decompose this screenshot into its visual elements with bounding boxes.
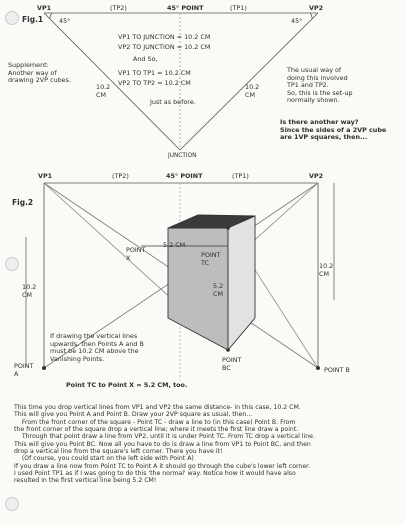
fig2-right-measure: 10.2 CM	[319, 262, 334, 278]
fig2-left-note: If drawing the vertical lines upwards, then Points A and B must be 10.2 CM above the Vanishing Points.	[50, 332, 144, 363]
paragraph-line: I used Point TP1 as if I was going to do this 'the normal' way. Notice how it would have also	[14, 470, 296, 478]
fig2-point-tc-note: Point TC to Point X = 5.2 CM, too.	[66, 381, 188, 389]
fig2-label: Fig.2	[12, 198, 34, 207]
paragraph-line: resulted in the first vertical line being 5.2 CM!	[14, 477, 157, 485]
point-b-marker	[316, 366, 320, 370]
paragraph-line: This will give you Point BC. Now all you have to do is draw a line from VP1 to Point BC, and then	[14, 440, 311, 448]
fig1-junction: JUNCTION	[168, 153, 197, 159]
fig2-mid-measure: 5.2 CM	[213, 282, 224, 298]
paragraph-line: This will give you Point A and Point B. Draw your 2VP square as usual, then...	[14, 411, 253, 419]
fig2-tp1: (TP1)	[232, 172, 249, 180]
point-a-marker	[42, 366, 46, 370]
fig1-angle-right: 45°	[291, 17, 303, 25]
fig2-45-point: 45° POINT	[166, 172, 203, 180]
instructions-paragraph	[14, 404, 400, 485]
fig2-left-measure: 10.2 CM	[22, 283, 37, 299]
supplement-note: Supplement: Another way of drawing 2VP cubes.	[8, 61, 71, 84]
fig1-angle-left: 45°	[59, 17, 71, 25]
fig1-just-as: Just as before.	[150, 98, 196, 106]
fig1-label: Fig.1	[22, 15, 44, 24]
fig2-point-x: POINT X	[126, 246, 146, 262]
fig2-vp2: VP2	[309, 172, 324, 180]
paragraph-line: From the front corner of the square - Point TC - draw a line to (in this case) Point B. From	[14, 418, 296, 426]
paragraph-line: the front corner of the square drop a vertical line; where it meets the first line draw a point.	[14, 426, 299, 434]
fig2-point-tc: POINT TC	[201, 251, 221, 267]
paragraph-line: Through that point draw a line from VP2, until it is under Point TC. From TC drop a vertical line.	[14, 433, 315, 441]
fig2-point-bc: POINT BC	[222, 356, 242, 372]
paragraph-line: (Of course, you could start on the left side with Point A)	[14, 455, 194, 463]
fig2-point-b: POINT B	[324, 366, 350, 374]
paragraph-line: drop a vertical line from the square's left corner. There you have it!	[14, 448, 223, 456]
question-note: Is there another way? Since the sides of a 2VP cube are 1VP squares, then...	[280, 118, 387, 142]
cube-right-face	[228, 216, 255, 350]
fig2-dist: 5.2 CM	[163, 241, 186, 249]
paragraph-line: If you draw a line now from Point TC to Point A it should go through the cube's lower left corner.	[14, 462, 311, 470]
point-tc-marker	[226, 226, 230, 230]
fig1-tp2: (TP2)	[110, 4, 127, 12]
fig1-45-point: 45° POINT	[167, 4, 204, 12]
fig1-vp2: VP2	[309, 4, 324, 12]
fig2-point-a: POINT A	[14, 362, 34, 378]
fig1-eq4: VP2 TO TP2 = 10.2 CM	[118, 79, 191, 87]
fig1-tp1: (TP1)	[230, 4, 247, 12]
fig1-measure-left: 10.2 CM	[96, 83, 111, 99]
fig1-eq2: VP2 TO JUNCTION = 10.2 CM	[118, 43, 211, 51]
fig1-right-angle-arc	[310, 13, 312, 19]
fig1-measure-right: 10.2 CM	[245, 83, 260, 99]
fig1-eq3: VP1 TO TP1 = 10.2 CM	[118, 69, 191, 77]
usual-way-note: The usual way of doing this involved TP1 and TP2. So, this is the set-up normally shown.	[287, 66, 353, 104]
fig1-left-angle-arc	[50, 13, 52, 19]
fig2-vp1: VP1	[38, 172, 53, 180]
paragraph-line: This time you drop vertical lines from VP1 and VP2 the same distance- in this case, 10.2 CM.	[14, 404, 301, 411]
fig1-eq1: VP1 TO JUNCTION = 10.2 CM	[118, 33, 211, 41]
fig1-vp1: VP1	[37, 4, 52, 12]
fig1-and-so: And So,	[133, 55, 158, 63]
fig2-tp2: (TP2)	[112, 172, 129, 180]
point-bc-marker	[226, 348, 230, 352]
